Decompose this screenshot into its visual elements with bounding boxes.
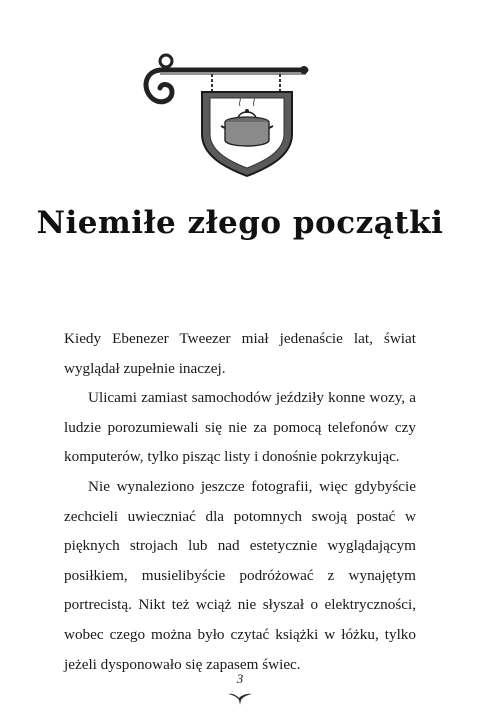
chapter-title: Niemiłe złego początki (36, 205, 444, 241)
hanging-shop-sign-icon (140, 48, 310, 180)
paragraph-1: Kiedy Ebenezer Tweezer miał jedenaście lat, świat wyglądał zupełnie inaczej. (64, 330, 416, 377)
bird-ornament-icon (227, 690, 253, 706)
chapter-body (64, 324, 416, 679)
paragraph-3: Nie wynaleziono jeszcze fotografii, więc gdybyście zechcieli uwieczniać dla potomnych swoją postać w pięknych strojach lub nad estetycznie wyglądającym posiłkiem, musielibyście podróżować z wynajętym portrecistą. Nikt też wciąż nie słyszał o elektryczności, wobec czego można było czytać książki w łóżku, tylko jeżeli dysponowało się zapasem świec. (64, 477, 416, 673)
paragraph-2: Ulicami zamiast samochodów jeździły konne wozy, a ludzie porozumiewali się nie za pomocą telefonów czy komputerów, tylko pisząc listy i donośnie pokrzykując. (64, 389, 416, 466)
page-number: 3 (236, 671, 244, 686)
